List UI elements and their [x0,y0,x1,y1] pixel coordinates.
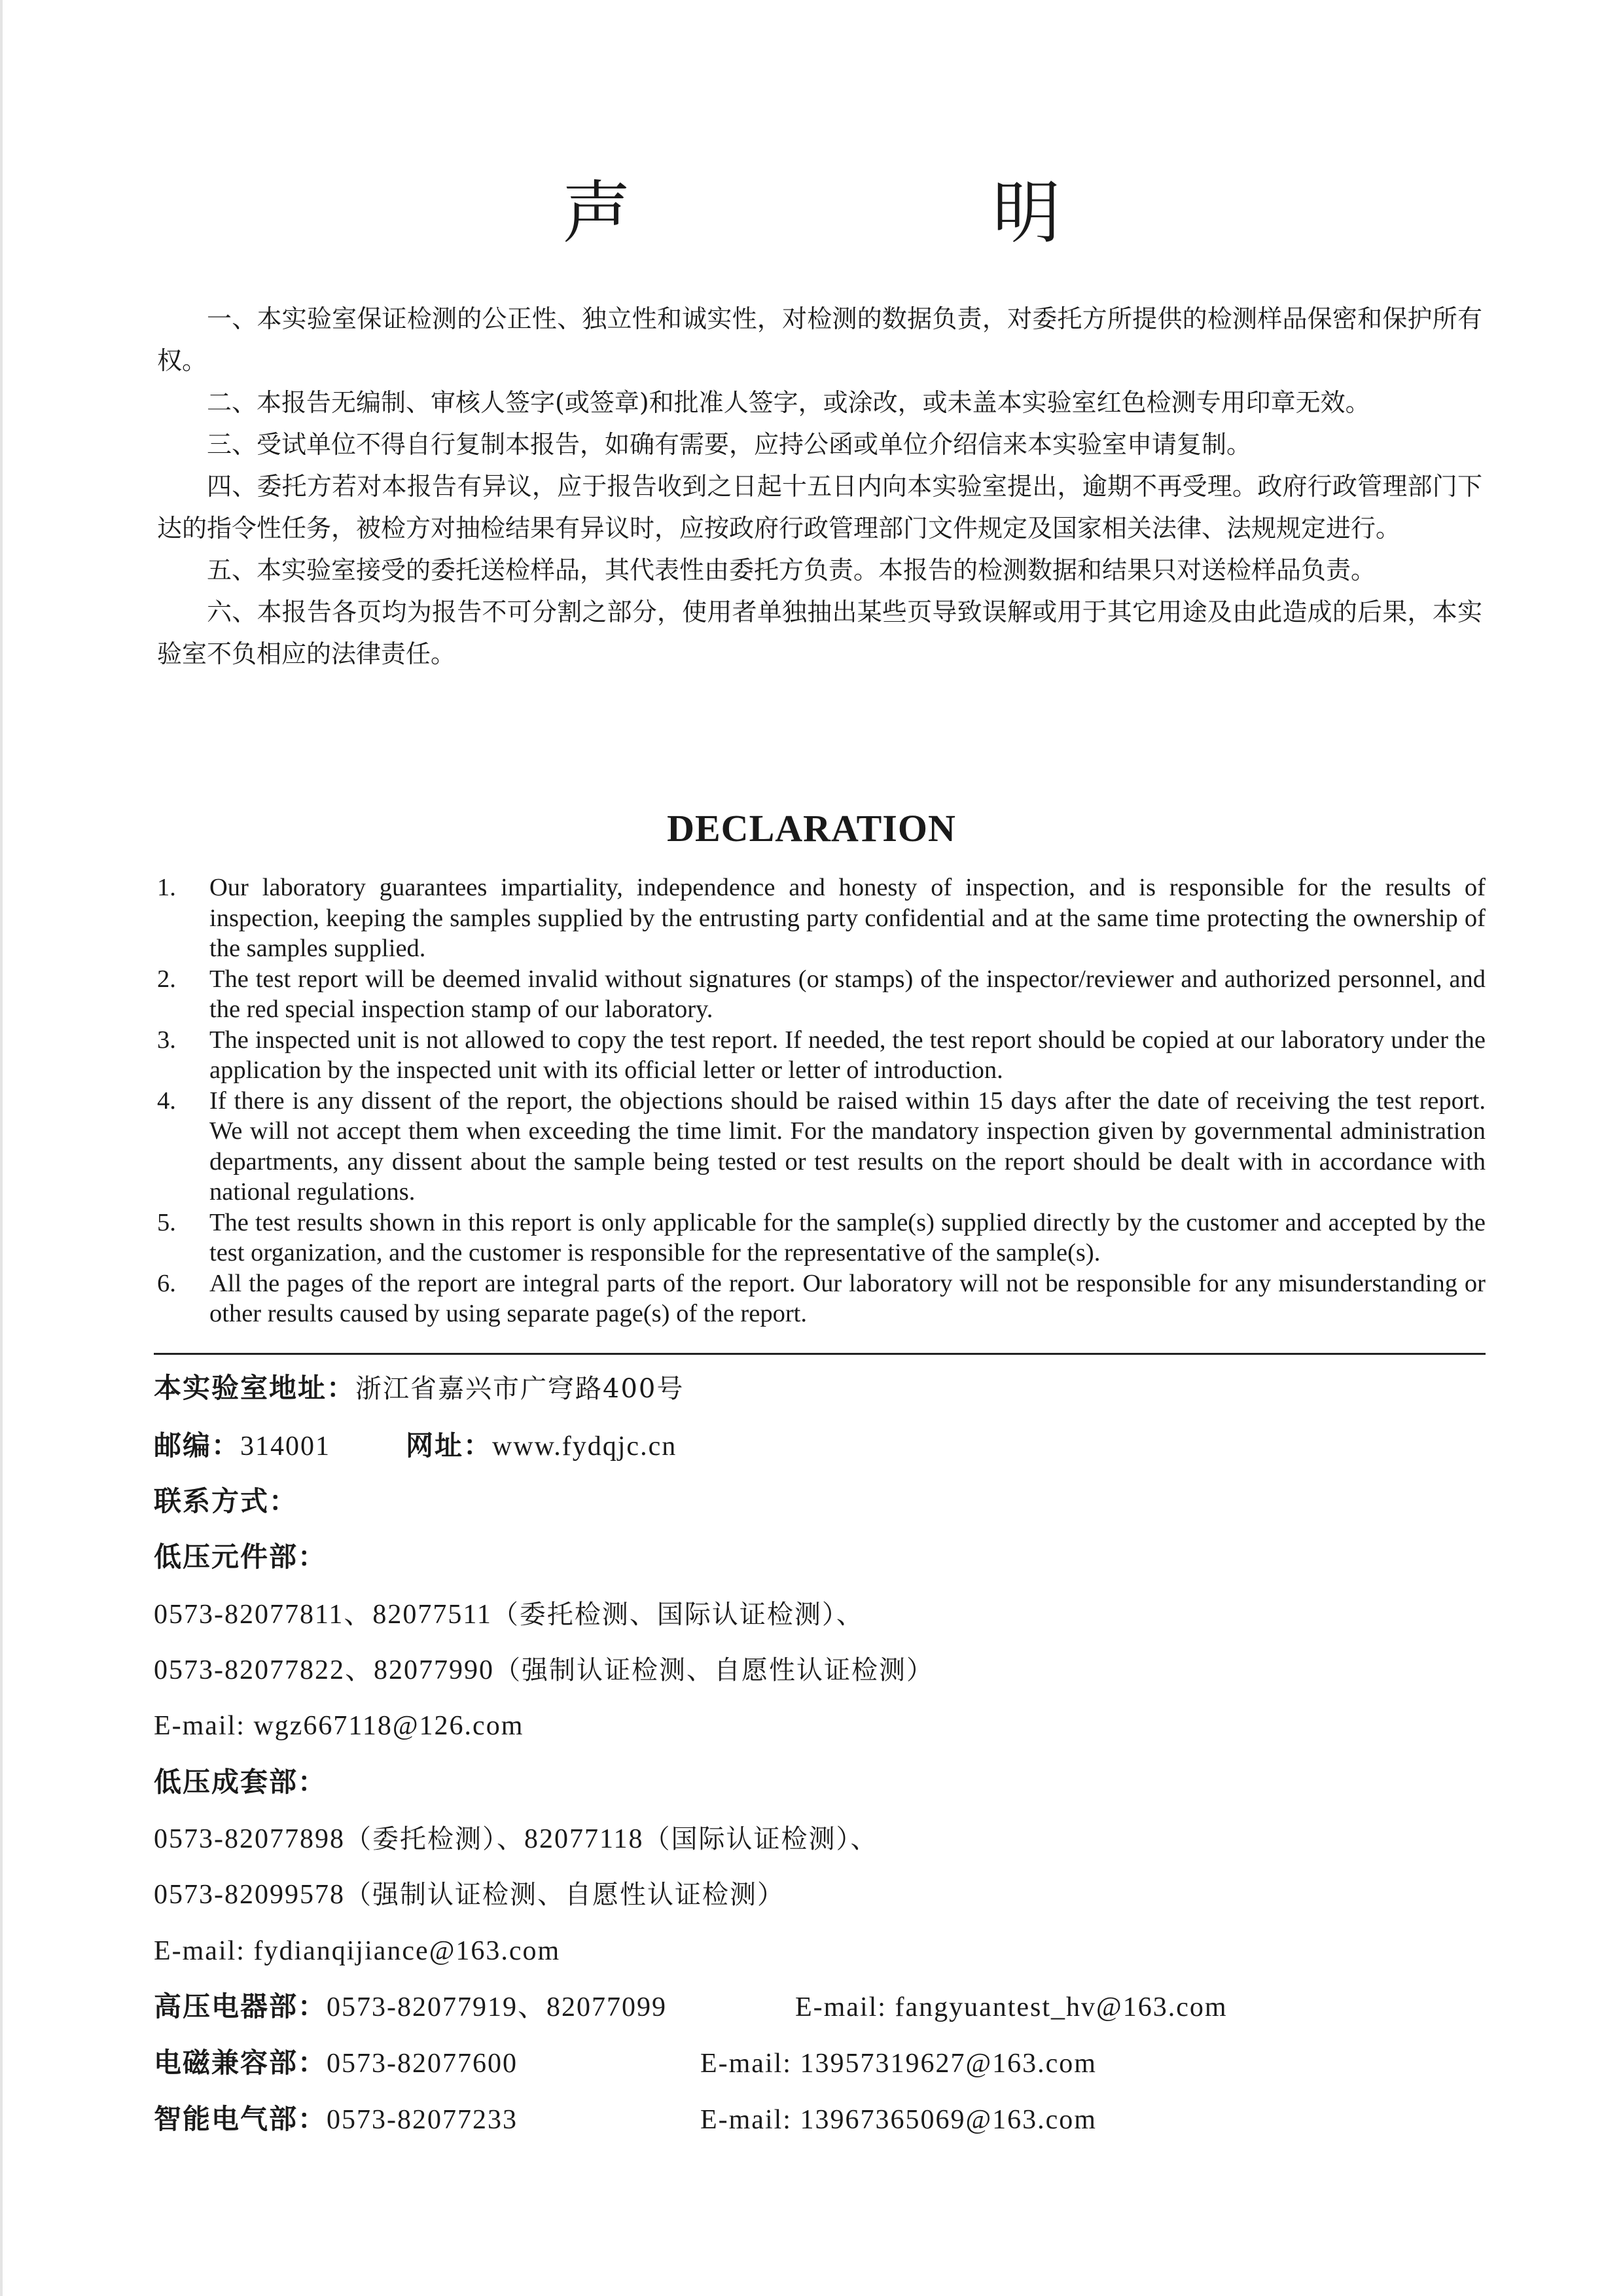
smart-row [154,2102,1528,2137]
emc-row [154,2046,1528,2081]
en-item-number: 1. [157,874,176,901]
lv-switchgear-phone-1 [154,1821,1528,1856]
lv-components-email [154,1708,1528,1743]
emc-phone: 0573-82077600 [327,2049,518,2079]
emc-email[interactable]: E-mail: 13957319627@163.com [700,2049,1097,2079]
address-value: 浙江省嘉兴市广穹路400号 [355,1374,685,1404]
contact-heading-row [154,1484,1528,1518]
cn-paragraph-4: 四、委托方若对本报告有异议，应于报告收到之日起十五日内向本实验室提出，逾期不再受理。政府行政管理部门下达的指令性任务，被检方对抽检结果有异议时，应按政府行政管理部门文件规定及国家相关法律、法规规定进行。 [157,472,1482,543]
chinese-title: 声 明 [562,173,1231,253]
cn-paragraph-2: 二、本报告无编制、审核人签字(或签章)和批准人签字，或涂改，或未盖本实验室红色检测专用印章无效。 [207,388,1370,417]
english-declaration-list [157,872,1486,1329]
en-item-number: 5. [157,1208,176,1236]
phone-numbers: 0573-82077811、82077511 [154,1600,492,1630]
postcode-label: 邮编： [154,1429,241,1462]
hv-label: 高压电器部： [154,1990,327,2022]
smart-phone: 0573-82077233 [327,2105,518,2135]
en-item-number: 6. [157,1269,176,1297]
hv-email[interactable]: E-mail: fangyuantest_hv@163.com [795,1992,1228,2022]
en-item-text: All the pages of the report are integral parts of the report. Our laboratory will not be responsible for any misunderstanding or other results caused by using separate page(s) of the report. [209,1269,1486,1327]
lv-switchgear-heading [154,1765,1528,1799]
postcode-website-row [154,1429,1528,1463]
en-item-5 [157,1208,1486,1268]
lv-components-phone-2 [154,1653,1528,1687]
en-item-4 [157,1086,1486,1208]
hv-phone: 0573-82077919、82077099 [327,1992,668,2022]
phone-note: （委托检测）、 [345,1824,524,1854]
cn-paragraph-5: 五、本实验室接受的委托送检样品，其代表性由委托方负责。本报告的检测数据和结果只对送检样品负责。 [207,556,1376,584]
en-item-6 [157,1268,1486,1329]
en-item-number: 2. [157,965,176,993]
en-item-number: 3. [157,1026,176,1054]
divider-line [154,1353,1486,1355]
lv-components-phone-1 [154,1597,1528,1632]
phone-note: （强制认证检测、自愿性认证检测） [345,1880,785,1910]
chinese-declaration [157,298,1482,675]
email-link[interactable]: E-mail: fydianqijiance@163.com [154,1936,561,1966]
address-label: 本实验室地址： [154,1372,356,1404]
postcode-value: 314001 [240,1431,331,1462]
en-item-2 [157,964,1486,1025]
en-item-text: The test report will be deemed invalid without signatures (or stamps) of the inspector/reviewer and authorized personnel, and the red special inspection stamp of our laboratory. [209,965,1486,1023]
en-item-text: The inspected unit is not allowed to copy the test report. If needed, the test report should be copied at our laboratory under the application by the inspected unit with its official letter or letter of introduction. [209,1026,1486,1084]
cn-paragraph-1: 一、本实验室保证检测的公正性、独立性和诚实性，对检测的数据负责，对委托方所提供的检测样品保密和保护所有权。 [157,304,1482,375]
page-edge [0,0,3,2296]
phone-number: 0573-82099578 [154,1880,345,1910]
phone-note: （强制认证检测、自愿性认证检测） [494,1655,934,1685]
phone-note: （国际认证检测）、 [643,1824,878,1854]
phone-numbers: 0573-82077822、82077990 [154,1655,494,1685]
en-item-text: If there is any dissent of the report, the objections should be raised within 15 days after the date of receiving the test report. We will not accept them when exceeding the time limit. For the mandatory inspection given by governmental administration departments, any dissent about the sample being tested or test results on the report should be dealt with in accordance with national regulations. [209,1086,1486,1206]
en-item-1 [157,872,1486,964]
phone-number: 82077118 [524,1824,644,1854]
english-title: DECLARATION [667,807,956,850]
emc-label: 电磁兼容部： [154,2047,327,2079]
cn-paragraph-6: 六、本报告各页均为报告不可分割之部分，使用者单独抽出某些页导致误解或用于其它用途及由此造成的后果，本实验室不负相应的法律责任。 [157,598,1482,668]
website-link[interactable]: www.fydqjc.cn [492,1431,677,1462]
smart-label: 智能电气部： [154,2103,327,2135]
en-item-text: The test results shown in this report is only applicable for the sample(s) supplied directly by the customer and accepted by the test organization, and the customer is responsible for the representative of the sample(s). [209,1208,1486,1266]
cn-paragraph-3: 三、受试单位不得自行复制本报告，如确有需要，应持公函或单位介绍信来本实验室申请复制。 [207,430,1252,459]
en-item-text: Our laboratory guarantees impartiality, independence and honesty of inspection, and is responsible for the results of inspection, keeping the samples supplied by the entrusting party confidential and at the same time protecting the ownership of the samples supplied. [209,874,1486,962]
smart-email[interactable]: E-mail: 13967365069@163.com [700,2105,1097,2135]
phone-note: （委托检测、国际认证检测）、 [491,1600,864,1630]
lv-switchgear-phone-2 [154,1877,1528,1912]
lv-components-label: 低压元件部： [154,1541,327,1573]
email-link[interactable]: E-mail: wgz667118@126.com [154,1711,524,1741]
website-label: 网址： [406,1429,493,1462]
lv-switchgear-email [154,1933,1528,1968]
phone-number: 0573-82077898 [154,1824,345,1854]
lv-switchgear-label: 低压成套部： [154,1766,327,1798]
lv-components-heading [154,1540,1528,1574]
address-row [154,1371,1528,1406]
contact-label: 联系方式： [154,1485,298,1517]
en-item-3 [157,1025,1486,1086]
hv-row [154,1990,1528,2024]
en-item-number: 4. [157,1086,176,1115]
